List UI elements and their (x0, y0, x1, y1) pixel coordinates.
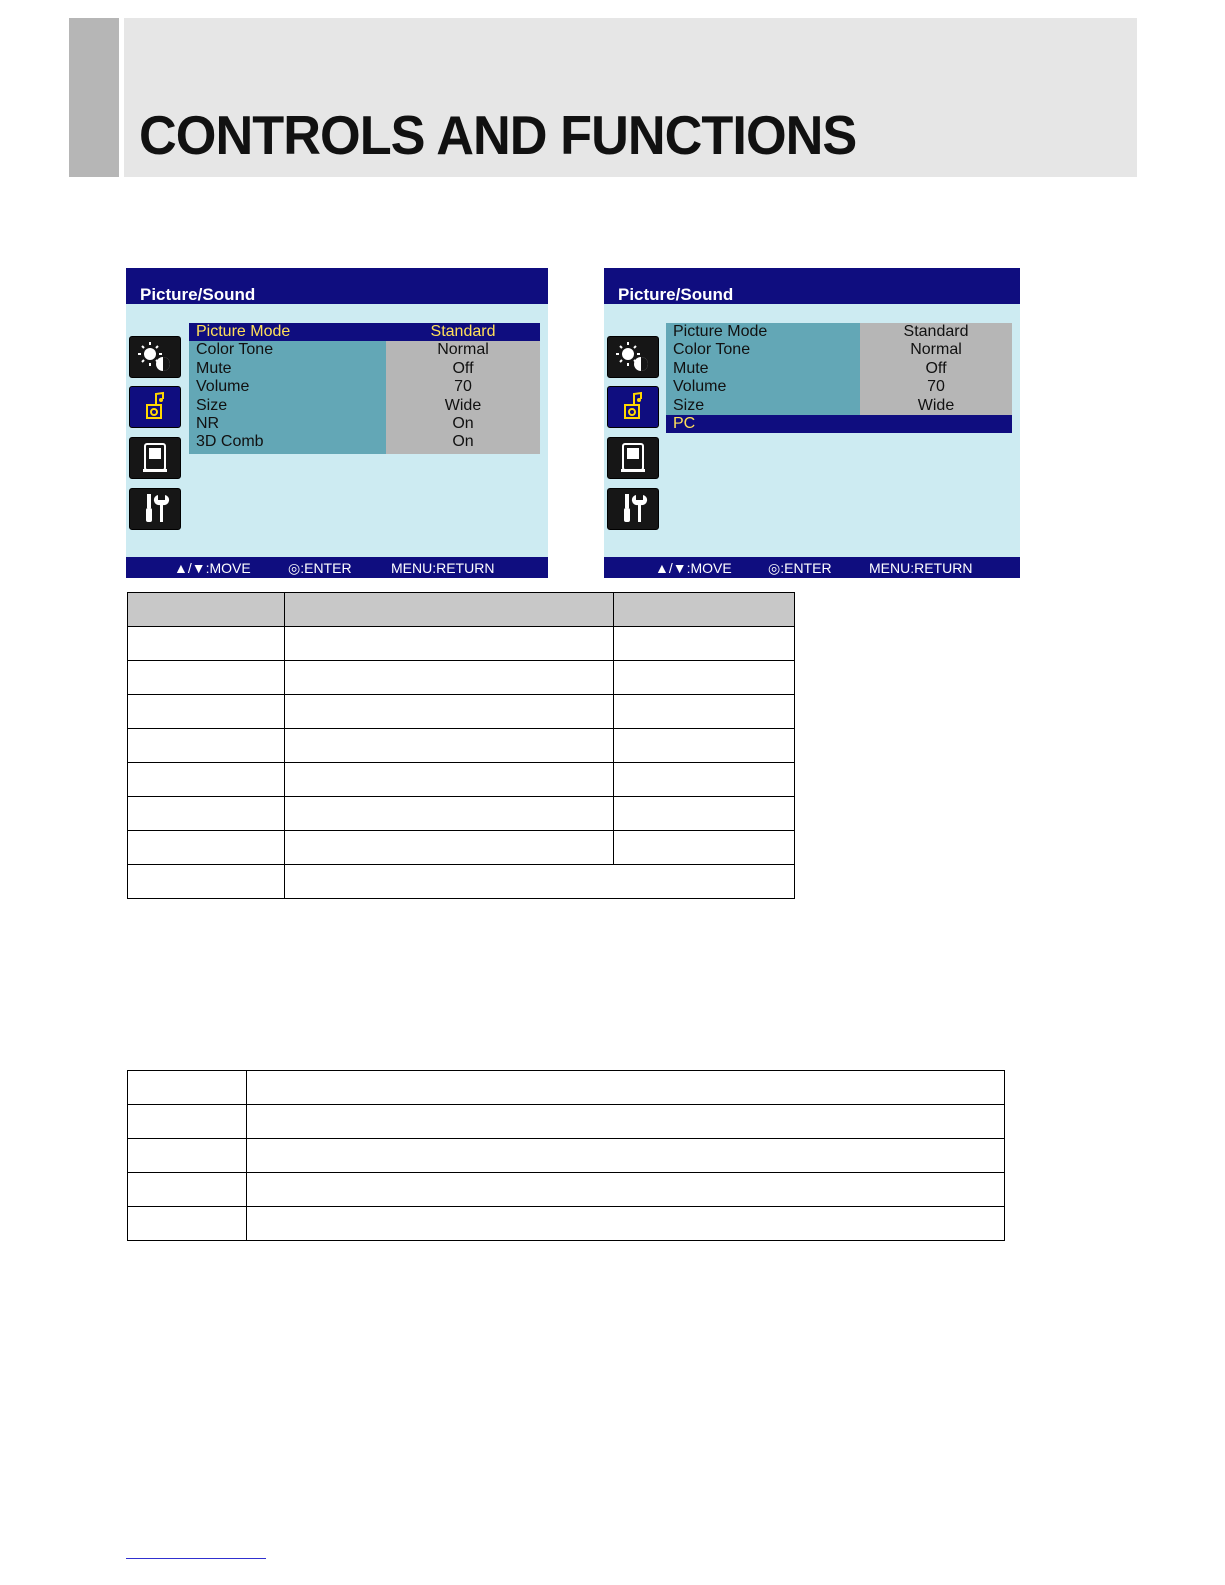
osd-menu-list (189, 323, 540, 452)
osd-item-value: Normal (437, 341, 489, 359)
osd-menu-item-pc[interactable] (666, 415, 1012, 433)
table-cell (246, 1207, 1004, 1241)
osd-menu-item-nr[interactable] (189, 415, 540, 433)
table-cell (128, 1207, 247, 1241)
osd-menu-item-size[interactable] (189, 397, 540, 415)
table-cell (614, 593, 795, 627)
table-cell (128, 865, 285, 899)
osd-item-value: Off (452, 359, 474, 377)
table-row (128, 1071, 1005, 1105)
osd-menu-item-picture-mode[interactable] (189, 323, 540, 341)
table-cell (284, 831, 614, 865)
osd-item-label: NR (196, 414, 220, 432)
table-cell (128, 1105, 247, 1139)
table-row (128, 1207, 1005, 1241)
description-table (127, 1070, 1005, 1241)
screen-icon[interactable] (129, 437, 181, 479)
osd-item-value: Standard (430, 323, 496, 340)
table-cell (284, 763, 614, 797)
osd-item-value: Normal (910, 341, 962, 359)
table-cell (128, 661, 285, 695)
osd-menu-picture-sound-left (126, 268, 548, 578)
table-row (128, 1139, 1005, 1173)
return-hint: MENU:RETURN (391, 560, 495, 576)
table-cell (614, 797, 795, 831)
table-cell (128, 695, 285, 729)
picture-brightness-icon[interactable] (129, 336, 181, 378)
osd-item-label: Mute (673, 359, 709, 377)
osd-item-value: Off (925, 359, 947, 377)
osd-menu-item-color-tone[interactable] (189, 341, 540, 359)
osd-title: Picture/Sound (140, 285, 256, 304)
osd-menu-item-3d-comb[interactable] (189, 433, 540, 451)
table-cell (284, 729, 614, 763)
table-row (128, 661, 795, 695)
osd-item-value: Wide (917, 396, 955, 414)
header-tab-accent (69, 18, 119, 177)
table-cell (128, 593, 285, 627)
osd-item-label: Picture Mode (196, 323, 291, 340)
table-cell (128, 831, 285, 865)
settings-table (127, 592, 795, 899)
table-cell (284, 627, 614, 661)
osd-item-label: Mute (196, 359, 232, 377)
return-hint: MENU:RETURN (869, 560, 973, 576)
table-row (128, 831, 795, 865)
osd-item-value: 70 (927, 378, 945, 396)
osd-menu-item-size[interactable] (666, 397, 1012, 415)
table-row (128, 865, 795, 899)
table-cell (614, 695, 795, 729)
table-cell (128, 1173, 247, 1207)
picture-brightness-icon[interactable] (607, 336, 659, 378)
osd-item-label: Color Tone (196, 341, 274, 359)
sound-icon[interactable] (607, 386, 659, 428)
table-cell (246, 1105, 1004, 1139)
table-row (128, 1173, 1005, 1207)
enter-hint: ◎:ENTER (768, 560, 832, 576)
enter-hint: ◎:ENTER (288, 560, 352, 576)
osd-footer-hints (126, 557, 548, 578)
table-cell (284, 695, 614, 729)
table-header-row (128, 593, 795, 627)
table-cell (128, 1139, 247, 1173)
table-cell (614, 763, 795, 797)
table-row (128, 1105, 1005, 1139)
table-cell (128, 627, 285, 661)
table-cell (284, 593, 614, 627)
move-hint: ▲/▼:MOVE (174, 560, 251, 576)
table-cell (128, 797, 285, 831)
osd-item-value: Standard (903, 323, 969, 340)
setup-tools-icon[interactable] (129, 488, 181, 530)
page-title: CONTROLS AND FUNCTIONS (139, 104, 857, 166)
osd-item-label: PC (673, 414, 696, 432)
table-cell (246, 1173, 1004, 1207)
osd-menu-picture-sound-right (604, 268, 1020, 578)
osd-item-label: 3D Comb (196, 433, 264, 451)
osd-footer-hints (604, 557, 1020, 578)
table-cell (128, 1071, 247, 1105)
osd-item-label: Volume (196, 378, 250, 396)
table-cell (614, 661, 795, 695)
table-row (128, 695, 795, 729)
osd-item-label: Volume (673, 378, 727, 396)
osd-item-value: 70 (454, 378, 472, 396)
osd-item-value: Wide (444, 396, 482, 414)
table-cell (614, 729, 795, 763)
table-cell (128, 763, 285, 797)
table-cell (246, 1071, 1004, 1105)
osd-menu-item-volume[interactable] (666, 378, 1012, 396)
osd-item-label: Size (673, 396, 705, 414)
osd-item-value: On (452, 414, 474, 432)
page-header (69, 18, 1137, 177)
table-cell (128, 729, 285, 763)
osd-menu-list (666, 323, 1012, 433)
table-cell (614, 831, 795, 865)
table-row (128, 627, 795, 661)
setup-tools-icon[interactable] (607, 488, 659, 530)
osd-item-label: Picture Mode (673, 323, 768, 340)
screen-icon[interactable] (607, 437, 659, 479)
osd-menu-item-mute[interactable] (666, 360, 1012, 378)
table-row (128, 763, 795, 797)
osd-menu-item-mute[interactable] (189, 360, 540, 378)
footer-underline-link[interactable] (126, 1558, 266, 1559)
osd-menu-item-picture-mode[interactable] (666, 323, 1012, 341)
table-row (128, 797, 795, 831)
move-hint: ▲/▼:MOVE (655, 560, 732, 576)
osd-item-label: Size (196, 396, 228, 414)
table-cell (246, 1139, 1004, 1173)
osd-item-label: Color Tone (673, 341, 751, 359)
osd-title-bar (126, 268, 548, 304)
table-cell (284, 797, 614, 831)
osd-item-value: On (452, 433, 474, 451)
table-cell (284, 865, 794, 899)
osd-menu-item-volume[interactable] (189, 378, 540, 396)
table-cell (614, 627, 795, 661)
table-row (128, 729, 795, 763)
sound-icon[interactable] (129, 386, 181, 428)
osd-title: Picture/Sound (618, 285, 734, 304)
table-cell (284, 661, 614, 695)
osd-title-bar (604, 268, 1020, 304)
osd-menu-item-color-tone[interactable] (666, 341, 1012, 359)
